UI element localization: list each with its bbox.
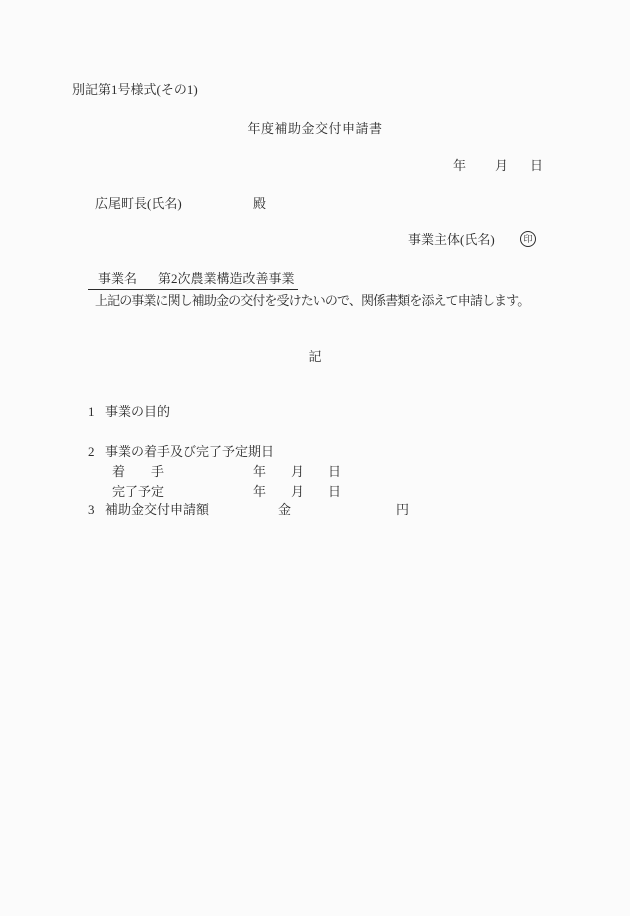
item-1-purpose	[0, 404, 630, 420]
date-year-label: 年	[453, 158, 467, 173]
addressee-honorific: 殿	[253, 196, 267, 211]
project-name-line	[88, 271, 298, 290]
item-3-label: 補助金交付申請額	[105, 502, 210, 517]
currency-prefix: 金	[278, 502, 292, 517]
completion-month-label: 月	[291, 484, 305, 499]
project-name-value: 第2次農業構造改善事業	[158, 271, 295, 286]
applicant-label: 事業主体(氏名)	[408, 232, 495, 247]
seal-icon: 印	[520, 231, 536, 247]
form-number: 別記第1号様式(その1)	[72, 82, 198, 97]
start-label: 着 手	[112, 464, 165, 479]
addressee-line	[0, 196, 630, 212]
item-2-start-row	[0, 464, 630, 480]
section-marker: 記	[308, 349, 322, 364]
date-line	[0, 158, 630, 174]
completion-year-label: 年	[253, 484, 267, 499]
item-1-number: 1	[88, 404, 95, 419]
project-name-label: 事業名	[98, 271, 138, 286]
start-year-label: 年	[253, 464, 267, 479]
date-day-label: 日	[530, 158, 544, 173]
item-2-number: 2	[88, 444, 95, 459]
item-2-label: 事業の着手及び完了予定期日	[105, 444, 275, 459]
completion-label: 完了予定	[112, 484, 165, 499]
addressee-name: 広尾町長(氏名)	[95, 196, 182, 211]
currency-suffix: 円	[396, 502, 410, 517]
start-day-label: 日	[328, 464, 342, 479]
item-3-amount	[0, 502, 630, 518]
completion-day-label: 日	[328, 484, 342, 499]
item-2-completion-row	[0, 484, 630, 500]
item-2-schedule	[0, 444, 630, 460]
applicant-line	[0, 232, 630, 250]
item-3-number: 3	[88, 502, 95, 517]
statement-text: 上記の事業に関し補助金の交付を受けたいので、関係書類を添えて申請します。	[95, 293, 530, 308]
document-title: 年度補助金交付申請書	[247, 121, 383, 136]
date-month-label: 月	[495, 158, 509, 173]
start-month-label: 月	[291, 464, 305, 479]
item-1-label: 事業の目的	[105, 404, 171, 419]
